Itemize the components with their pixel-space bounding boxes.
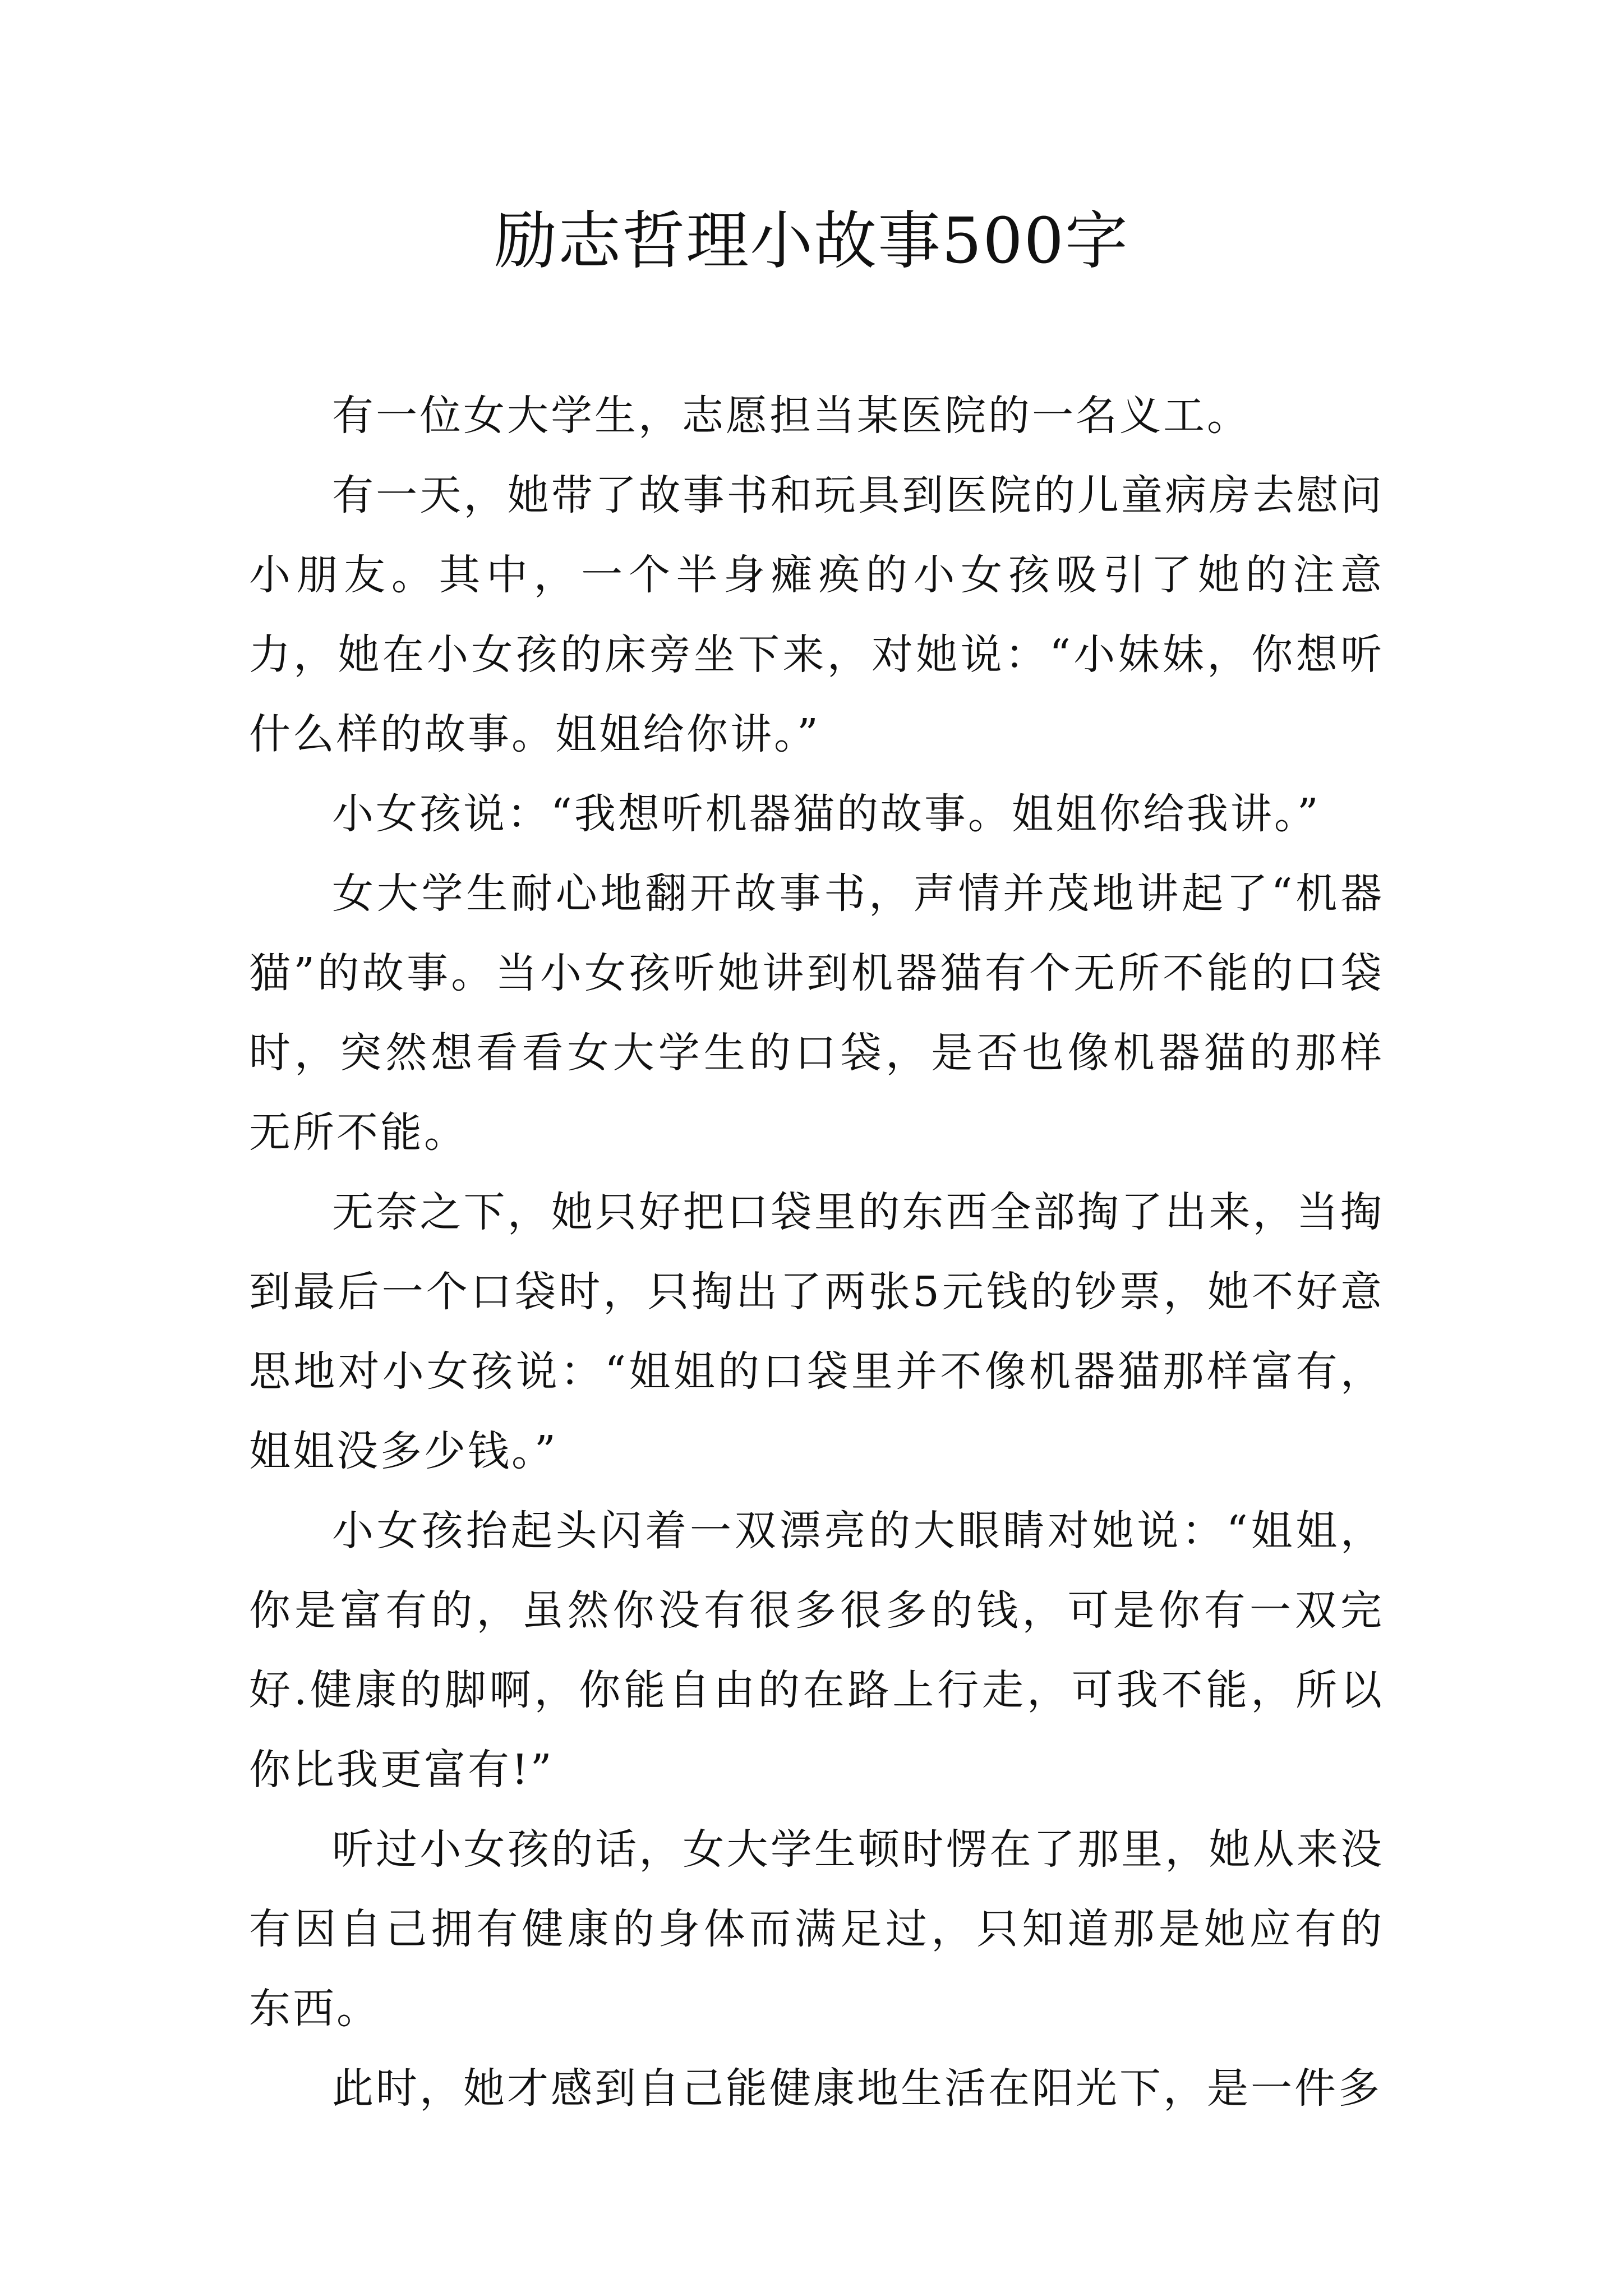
- paragraph-7: 听过小女孩的话，女大学生顿时愣在了那里，她从来没有因自己拥有健康的身体而满足过，只知道那是她应有的东西。: [249, 1825, 1384, 2033]
- paragraph-1: 有一位女大学生，志愿担当某医院的一名义工。: [332, 392, 1251, 440]
- paragraph-2: 有一天，她带了故事书和玩具到医院的儿童病房去慰问小朋友。其中，一个半身瘫痪的小女孩吸引了她的注意力，她在小女孩的床旁坐下来，对她说：“小妹妹，你想听什么样的故事。姐姐给你讲。”: [249, 471, 1384, 758]
- paragraph-6: 小女孩抬起头闪着一双漂亮的大眼睛对她说：“姐姐，你是富有的，虽然你没有很多很多的钱，可是你有一双完好.健康的脚啊，你能自由的在路上行走，可我不能，所以你比我更富有!”: [249, 1507, 1384, 1794]
- paragraph-5: 无奈之下，她只好把口袋里的东西全部掏了出来，当掏到最后一个口袋时，只掏出了两张5元钱的钞票，她不好意思地对小女孩说：“姐姐的口袋里并不像机器猫那样富有，姐姐没多少钱。”: [249, 1188, 1384, 1475]
- document-body: [249, 376, 1384, 2128]
- paragraph-4: 女大学生耐心地翻开故事书，声情并茂地讲起了“机器猫”的故事。当小女孩听她讲到机器猫有个无所不能的口袋时，突然想看看女大学生的口袋，是否也像机器猫的那样无所不能。: [249, 869, 1384, 1157]
- paragraph-8: 此时，她才感到自己能健康地生活在阳光下，是一件多: [332, 2064, 1382, 2113]
- paragraph-3: 小女孩说：“我想听机器猫的故事。姐姐你给我讲。”: [332, 790, 1321, 838]
- document-title: 励志哲理小故事500字: [494, 205, 1129, 278]
